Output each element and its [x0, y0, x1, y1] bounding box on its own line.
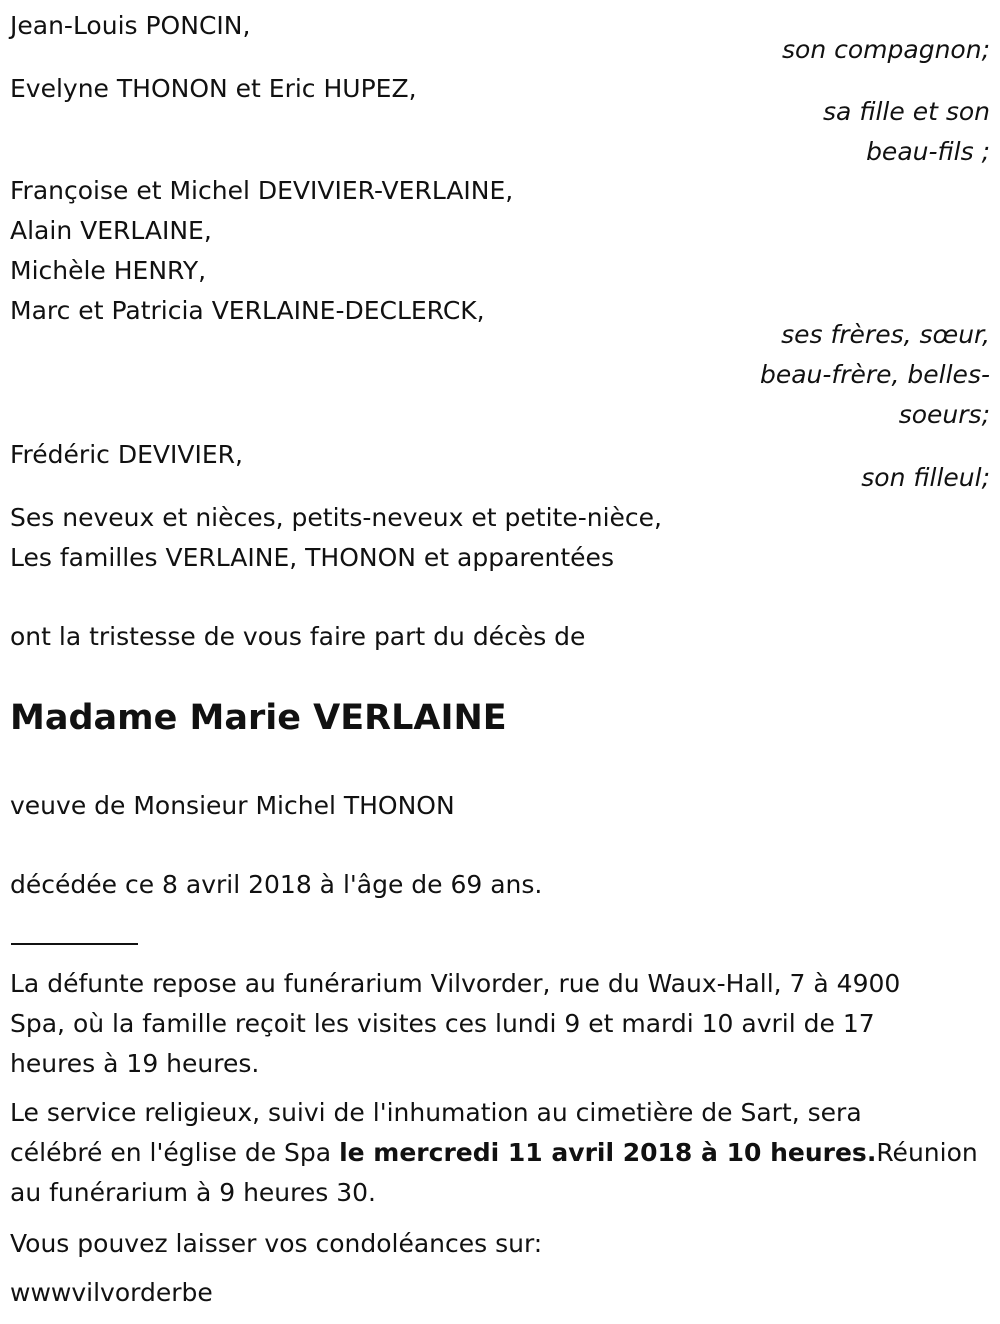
- service-line-3: au funérarium à 9 heures 30.: [10, 1178, 376, 1207]
- other-relatives-line: Les familles VERLAINE, THONON et apparentées: [10, 543, 614, 572]
- companion-role: son compagnon;: [782, 35, 990, 64]
- service-line-1: Le service religieux, suivi de l'inhumation au cimetière de Sart, sera: [10, 1098, 862, 1127]
- companion-name: Jean-Louis PONCIN,: [10, 11, 251, 40]
- service-date-time: le mercredi 11 avril 2018 à 10 heures.: [339, 1138, 877, 1167]
- sibling-name: Françoise et Michel DEVIVIER-VERLAINE,: [10, 176, 514, 205]
- condolences-text: Vous pouvez laisser vos condoléances sur:: [10, 1229, 543, 1258]
- godson-role: son filleul;: [861, 463, 990, 492]
- service-reunion-text: Réunion: [876, 1138, 978, 1167]
- siblings-role-line-1: ses frères, sœur,: [781, 320, 990, 349]
- separator-line: [11, 943, 138, 945]
- widow-of-text: veuve de Monsieur Michel THONON: [10, 791, 455, 820]
- daughter-role-line-1: sa fille et son: [823, 97, 990, 126]
- siblings-role-line-2: beau-frère, belles-: [759, 360, 990, 389]
- other-relatives-line: Ses neveux et nièces, petits-neveux et petite-nièce,: [10, 503, 662, 532]
- siblings-role-line-3: soeurs;: [898, 400, 990, 429]
- death-date-text: décédée ce 8 avril 2018 à l'âge de 69 ans.: [10, 870, 543, 899]
- service-church-text: célébré en l'église de Spa: [10, 1138, 340, 1167]
- sibling-name: Marc et Patricia VERLAINE-DECLERCK,: [10, 296, 485, 325]
- godson-name: Frédéric DEVIVIER,: [10, 440, 243, 469]
- repose-line: La défunte repose au funérarium Vilvorder, rue du Waux-Hall, 7 à 4900: [10, 969, 901, 998]
- repose-line: Spa, où la famille reçoit les visites ces lundi 9 et mardi 10 avril de 17: [10, 1009, 875, 1038]
- sibling-name: Alain VERLAINE,: [10, 216, 212, 245]
- website-link[interactable]: wwwvilvorderbe: [10, 1278, 213, 1307]
- announcement-text: ont la tristesse de vous faire part du décès de: [10, 622, 586, 651]
- daughter-name: Evelyne THONON et Eric HUPEZ,: [10, 74, 417, 103]
- service-line-2: [10, 1133, 978, 1173]
- daughter-role-line-2: beau-fils ;: [866, 137, 990, 166]
- sibling-name: Michèle HENRY,: [10, 256, 207, 285]
- deceased-name: Madame Marie VERLAINE: [10, 698, 507, 738]
- repose-line: heures à 19 heures.: [10, 1049, 260, 1078]
